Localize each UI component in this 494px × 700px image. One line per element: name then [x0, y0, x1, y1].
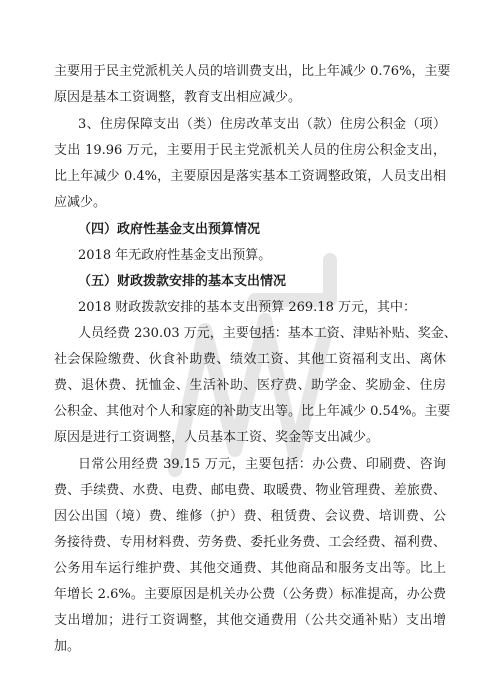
paragraph-line: 原因是进行工资调整，人员基本工资、奖金等支出减少。 — [54, 430, 380, 445]
paragraph-line: 公积金、其他对个人和家庭的补助支出等。比上年减少 0.54%。主要 — [54, 404, 451, 419]
section-heading: （五）财政拨款安排的基本支出情况 — [78, 274, 287, 289]
paragraph-line: 费、手续费、水费、电费、邮电费、取暖费、物业管理费、差旅费、 — [54, 483, 446, 498]
paragraph-line: 公务用车运行维护费、其他交通费、其他商品和服务支出等。比上 — [54, 561, 446, 576]
paragraph-line: 支出 19.96 万元，主要用于民主党派机关人员的住房公积金支出， — [54, 143, 446, 158]
paragraph-line: 应减少。 — [54, 195, 107, 210]
paragraph-line: 支出增加；进行工资调整，其他交通费用（公共交通补贴）支出增 — [54, 613, 446, 628]
paragraph-line: 务接待费、专用材料费、劳务费、委托业务费、工会经费、福利费、 — [54, 535, 446, 550]
paragraph-line: 日常公用经费 39.15 万元，主要包括：办公费、印刷费、咨询 — [78, 457, 446, 472]
section-heading: （四）政府性基金支出预算情况 — [78, 222, 261, 237]
paragraph-line: 加。 — [54, 639, 81, 654]
paragraph-line: 人员经费 230.03 万元，主要包括：基本工资、津贴补贴、奖金、 — [78, 326, 457, 341]
paragraph-line: 3、住房保障支出（类）住房改革支出（款）住房公积金（项） — [78, 117, 446, 132]
paragraph-line: 费、退休费、抚恤金、生活补助、医疗费、助学金、奖励金、住房 — [54, 378, 446, 393]
paragraph-line: 2018 年无政府性基金支出预算。 — [78, 248, 272, 263]
paragraph-line: 年增长 2.6%。主要原因是机关办公费（公务费）标准提高，办公费 — [54, 587, 446, 602]
paragraph-line: 2018 财政拨款安排的基本支出预算 269.18 万元，其中： — [78, 300, 416, 315]
paragraph-line: 因公出国（境）费、维修（护）费、租赁费、会议费、培训费、公 — [54, 509, 446, 524]
paragraph-line: 主要用于民主党派机关人员的培训费支出，比上年减少 0.76%，主要 — [54, 64, 451, 79]
paragraph-line: 原因是基本工资调整，教育支出相应减少。 — [54, 90, 302, 105]
paragraph-line: 比上年减少 0.4%，主要原因是落实基本工资调整政策，人员支出相 — [54, 169, 446, 184]
paragraph-line: 社会保险缴费、伙食补助费、绩效工资、其他工资福利支出、离休 — [54, 352, 446, 367]
